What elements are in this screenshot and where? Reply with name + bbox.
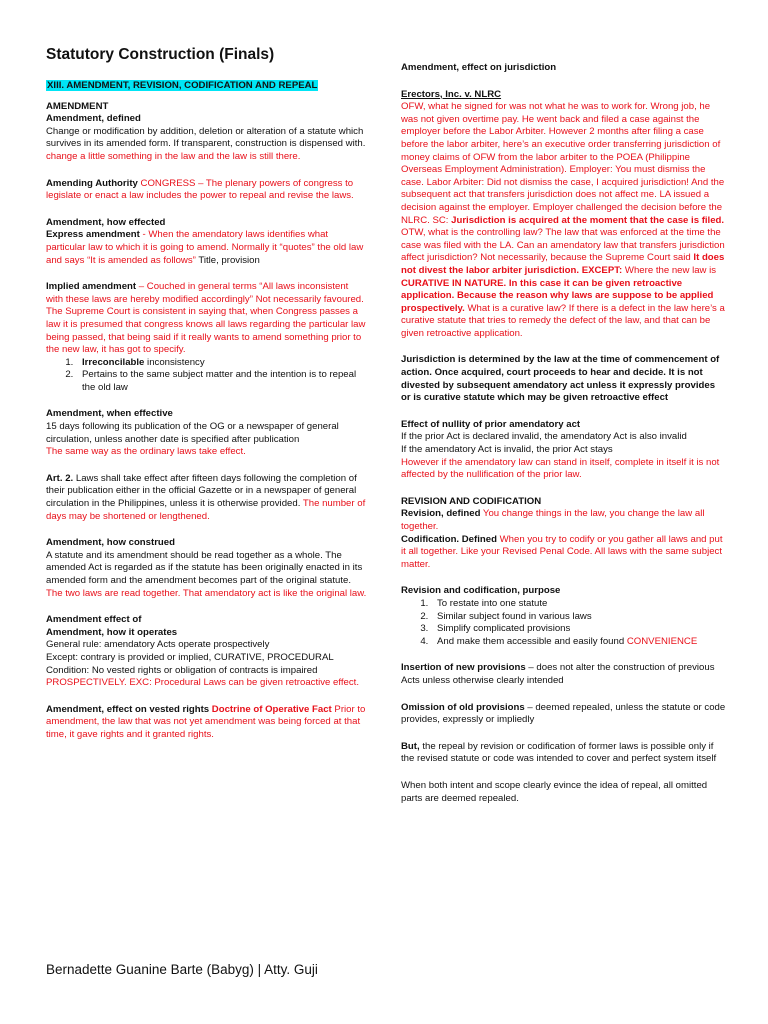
effective-text: 15 days following its publication of the OG or a newspaper of general circulation, unless another date is specified after publication — [46, 421, 339, 445]
list-item: 2. Similar subject found in various laws — [431, 611, 726, 624]
operates-heading: Amendment, how it operates — [46, 626, 178, 638]
defined-heading: Amendment, defined — [46, 113, 141, 125]
effective-note: The same way as the ordinary laws take effect. — [46, 446, 246, 458]
list-item: 4. And make them accessible and easily found CONVENIENCE — [431, 636, 726, 649]
list-item: 2. Pertains to the same subject matter and the intention is to repeal the old law — [76, 369, 368, 394]
purpose-heading: Revision and codification, purpose — [401, 585, 561, 597]
defined-note: change a little something in the law and the law is still there. — [46, 150, 301, 162]
implied-text: – Couched in general terms “All laws inconsistent with these laws are hereby modified accordingly” Not necessarily favoured. The Supreme Court is consistent in saying that, when Congress passes a law it is presumed that congress knows all laws regarding the particular law being passed, that being said if it really wants to amend something prior to the new law, it has got to specify. — [46, 281, 366, 356]
list-item: 3. Simplify complicated provisions — [431, 623, 726, 636]
authority-text: CONGRESS – The plenary powers of congress to legislate or enact a law includes the power to repeal and revise the laws. — [46, 177, 354, 202]
insertion-paragraph: Insertion of new provisions – does not alter the construction of previous Acts unless otherwise clearly intended — [401, 662, 715, 686]
section-heading: XIII. AMENDMENT, REVISION, CODIFICATION AND REPEAL — [47, 80, 318, 91]
vested-paragraph — [46, 704, 368, 742]
footer-author: Bernadette Guanine Barte (Babyg) | Atty. Guji — [46, 962, 318, 977]
operates-line: General rule: amendatory Acts operate prospectively — [46, 639, 270, 651]
list-item: 1. Irreconcilable inconsistency — [76, 357, 368, 370]
construed-text: A statute and its amendment should be read together as a whole. The amended Act is regarded as if the statute has been originally enacted in its amended form and the amendment becomes part of the original statute. — [46, 549, 363, 586]
express-paragraph — [46, 229, 368, 267]
implied-label: Implied amendment — [46, 281, 137, 293]
left-column — [46, 80, 368, 750]
amendment-heading: AMENDMENT — [46, 100, 109, 112]
defined-text: Change or modification by addition, deletion or alteration of a statute which survives in its amended form. If transparent, construction is dispensed with. — [46, 125, 366, 150]
art2-label: Art. 2. — [46, 472, 74, 484]
authority-paragraph — [46, 178, 368, 203]
art2-note: The number of days may be shortened or lengthened. — [46, 498, 366, 522]
construed-paragraph — [46, 550, 368, 600]
jurisdiction-heading: Amendment, effect on jurisdiction — [401, 62, 557, 73]
but-paragraph: But, the repeal by revision or codification of former laws is possible only if the revised statute or code was intended to cover and perfect system itself — [401, 740, 717, 765]
art2-paragraph — [46, 473, 368, 523]
nullity-note: However if the amendatory law can stand in itself, complete in itself it is not affected by the nullification of the prior law. — [401, 456, 720, 481]
case-title: Erectors, Inc. v. NLRC — [401, 88, 502, 100]
revision-heading: REVISION AND CODIFICATION — [401, 495, 542, 507]
operates-note: PROSPECTIVELY. EXC: Procedural Laws can be given retroactive effect. — [46, 677, 360, 689]
jurisdiction-rule: Jurisdiction is determined by the law at the time of commencement of action. Once acquired, court proceeds to hear and decide. It is not divested by subsequent amendatory act unless it expressly provides or is curative statute which may be given retroactive effect — [401, 354, 720, 404]
nullity-heading: Effect of nullity of prior amendatory act — [401, 418, 581, 430]
effect-of-heading: Amendment effect of — [46, 614, 142, 626]
effective-heading: Amendment, when effective — [46, 408, 173, 420]
revision-paragraph: Revision, defined You change things in the law, you change the law all together. — [401, 508, 705, 532]
vested-label: Amendment, effect on vested rights — [46, 703, 210, 715]
nullity-line: If the amendatory Act is invalid, the prior Act stays — [401, 444, 613, 456]
effected-heading: Amendment, how effected — [46, 216, 166, 228]
construed-heading: Amendment, how construed — [46, 537, 175, 549]
express-label: Express amendment — [46, 229, 140, 241]
intent-paragraph: When both intent and scope clearly evince the idea of repeal, all omitted parts are deemed repealed. — [401, 779, 708, 804]
case-paragraph: OFW, what he signed for was not what he was to work for. Wrong job, he was not given overtime pay. He went back and filed a case against the employer before the Labor Arbiter. However 2 months after filing a case before the labor arbiter, here’s an executive order transferring jurisdiction of money claims of OFW from the labor arbiter to the POEA (Philippine Overseas Employment Administration). Employer: You must dismiss the case. Labor Arbiter: Did not dismiss the case, I acquired jurisdiction! And the subsequent act that transfers jurisdiction does not affect me. LA issued a decision against the employer. Employer challenged the decision before the NLRC. SC: Jurisdiction is acquired at the moment that the case is filed. OTW, what is the controlling law? The law that was enforced at the time the case was filed with the LA. Can an amendatory law that transfers jurisdiction affect jurisdiction? Not necessarily, because the Supreme Court said It does not divest the labor arbiter jurisdiction. EXCEPT: Where the new law is CURATIVE IN NATURE. In this case it can be given retroactive application. Because the reason why laws are suppose to be applied prospectively. What is a curative law? If there is a defect in the law here’s a curative statute that tries to remedy the defect of the law, and that can be given retroactive application. — [401, 101, 725, 339]
authority-label: Amending Authority — [46, 177, 138, 189]
vested-text: Prior to amendment, the law that was not yet amendment was being forced at that time, it gave rights and it granted rights. — [46, 703, 366, 740]
operates-line: Condition: No vested rights or obligation of contracts is impaired — [46, 664, 318, 676]
express-red: - When the amendatory laws identifies what particular law to which it is going to amend. Normally it “quotes” the old law and says “It is amended as follows” — [46, 229, 364, 266]
construed-note: The two laws are read together. That amendatory act is like the original law. — [46, 587, 367, 599]
list-item: 1. To restate into one statute — [431, 598, 726, 611]
right-column — [401, 62, 726, 813]
purpose-list — [401, 598, 726, 648]
operates-line: Except: contrary is provided or implied, CURATIVE, PROCEDURAL — [46, 651, 334, 663]
nullity-line: If the prior Act is declared invalid, the amendatory Act is also invalid — [401, 431, 687, 443]
codification-paragraph: Codification. Defined When you try to codify or you gather all laws and put it all together. Like your Revised Penal Code. All laws with the same subject matter. — [401, 533, 723, 570]
page-title: Statutory Construction (Finals) — [46, 46, 275, 63]
vested-doctrine: Doctrine of Operative Fact — [209, 703, 332, 715]
art2-text: Laws shall take effect after fifteen days following the completion of their publication either in the official Gazette or in a newspaper of general circulation in the Philippines, unless it is otherwise provided. — [46, 472, 357, 510]
express-black: Title, provision — [195, 254, 260, 266]
omission-paragraph: Omission of old provisions – deemed repealed, unless the statute or code provides, expressly or impliedly — [401, 701, 726, 726]
implied-paragraph — [46, 281, 368, 357]
implied-list — [46, 357, 368, 395]
